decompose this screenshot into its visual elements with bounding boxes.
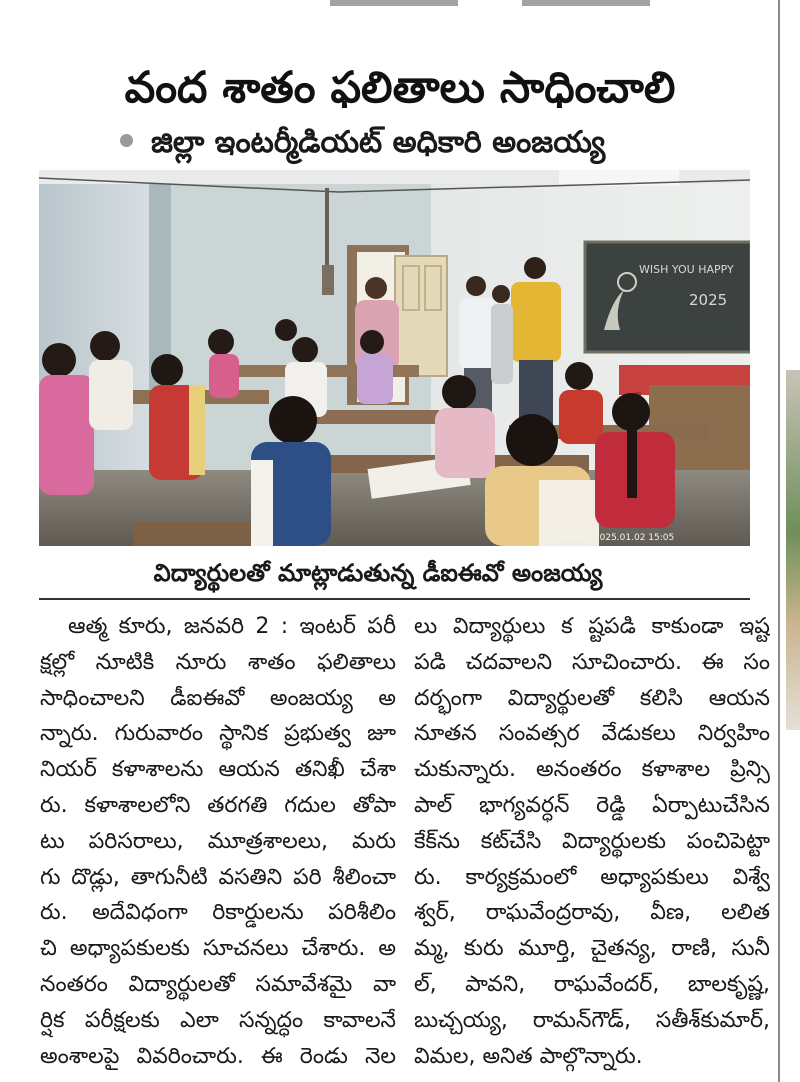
headline: వంద శాతం ఫలితాలు సాధించాలి [124, 62, 676, 113]
article-line: రు. అదేవిధంగా రికార్డులను పరిశీలిం [40, 900, 396, 926]
article-line: రు. కార్యక్రమంలో అధ్యాపకులు విశ్వే [414, 864, 770, 890]
subheadline-text: జిల్లా ఇంటర్మీడియట్ అధికారి అంజయ్య [151, 125, 606, 160]
photo-caption: విద్యార్థులతో మాట్లాడుతున్న డీఐఈవో అంజయ్య [153, 559, 603, 587]
clipped-top-text [330, 0, 650, 6]
article-column-left [40, 609, 396, 1074]
article-line: క్షల్లో నూటికి నూరు శాతం ఫలితాలు [40, 649, 396, 675]
article-line: నూతన సంవత్సర వేడుకలు నిర్వహిం [414, 721, 770, 747]
article-line: చి అధ్యాపకులకు సూచనలు చేశారు. అ [40, 936, 396, 962]
article-line: బుచ్చయ్య, రామన్‌గౌడ్, సతీశ్‌కుమార్, [414, 1007, 770, 1033]
article-line: చుకున్నారు. అనంతరం కళాశాల ప్రిన్సి [414, 757, 770, 783]
subheadline [120, 118, 720, 168]
article-line: అంశాలపై వివరించారు. ఈ రెండు నెల [40, 1043, 396, 1069]
adjacent-photo-edge [786, 370, 800, 730]
article-line: గు దొడ్లు, తాగునీటి వసతిని పరి శీలించా [40, 864, 396, 890]
blackboard-text: WISH YOU HAPPY [639, 263, 734, 276]
blackboard-year: 2025 [689, 291, 728, 309]
article-line: టు పరిసరాలు, మూత్రశాలలు, మరు [40, 828, 396, 854]
article-line: సాధించాలని డీఐఈవో అంజయ్య అ [40, 685, 396, 711]
article-line: ర్షిక పరీక్షలకు ఎలా సన్నద్ధం కావాలనే [40, 1007, 396, 1033]
article-line: శ్వర్, రాఘవేంద్రరావు, వీణ, లలిత [414, 900, 770, 926]
article-line: లు విద్యార్థులు క ష్టపడి కాకుండా ఇష్ట [414, 614, 770, 639]
article-line: దర్భంగా విద్యార్థులతో కలిసి ఆయన [414, 685, 770, 711]
article-line: రు. కళాశాలలోని తరగతి గదుల తోపా [40, 792, 396, 818]
article-line: విమల, అనిత పాల్గొన్నారు. [414, 1043, 643, 1069]
column-divider [778, 0, 780, 1082]
article-line: కేక్‌ను కట్‌చేసి విద్యార్థులకు పంచిపెట్టా [414, 828, 770, 854]
article-column-right [414, 609, 770, 1074]
article-line: పాల్ భాగ్యవర్ధన్ రెడ్డి ఏర్పాటుచేసిన [414, 792, 770, 818]
article-line: న్నారు. గురువారం స్థానిక ప్రభుత్వ జూ [40, 721, 396, 747]
photo-watermark: Atmakur | 2025.01.02 15:05 [547, 533, 675, 543]
article-line: పడి చదవాలని సూచించారు. ఈ సం [414, 649, 770, 675]
classroom-photo [39, 170, 750, 546]
bullet-icon [120, 134, 133, 147]
article-line: నియర్ కళాశాలను ఆయన తనిఖీ చేశా [40, 757, 396, 783]
article-line: మ్మ, కురు మూర్తి, చైతన్య, రాణి, సునీ [414, 936, 770, 962]
caption-rule [39, 598, 750, 600]
article-line: నంతరం విద్యార్థులతో సమావేశమై వా [40, 971, 396, 997]
article-line: ల్, పావని, రాఘవేందర్, బాలకృష్ణ, [414, 971, 770, 997]
article-line: ఆత్మ కూరు, జనవరి 2 : ఇంటర్ పరీ [68, 614, 396, 639]
